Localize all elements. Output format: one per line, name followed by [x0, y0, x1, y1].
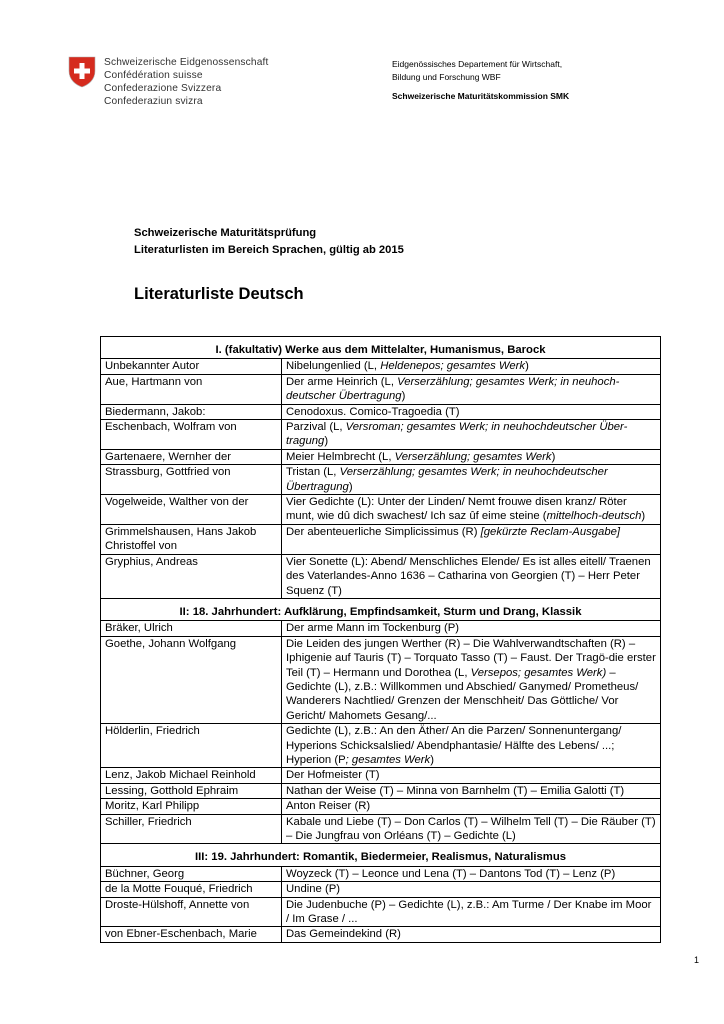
author-cell: Lenz, Jakob Michael Reinhold [101, 768, 282, 783]
author-cell: Vogelweide, Walther von der [101, 495, 282, 525]
table-row [101, 495, 661, 525]
table-row [101, 799, 661, 814]
work-text: Das Gemeindekind (R) [286, 928, 401, 941]
federation-name-fr: Confédération suisse [104, 70, 203, 81]
work-text: – Gedichte (L), z.B.: Willkommen und Abschied/ Ganymed/ Prometheus/ Wanderers Nachtlied/ Grenzen der Menschheit/ Das Göttliche/ Vor Gericht/ Mahomets Gesang/... [286, 666, 639, 722]
section-header-row [101, 337, 661, 359]
work-text: Woyzeck (T) – Leonce und Lena (T) – Dantons Tod (T) – Lenz (P) [286, 867, 616, 880]
table-row [101, 465, 661, 495]
author-cell: de la Motte Fouqué, Friedrich [101, 882, 282, 897]
work-text: Vier Sonette (L): Abend/ Menschliches Elende/ Es ist alles eitell/ Traenen des Vaterlandes-Anno 1636 – Catharina von Georgien (T) – Herr Peter Squenz (T) [286, 555, 651, 597]
work-annotation: Versroman; gesamtes Werk; in neuhochdeutscher Über-tragung [286, 421, 628, 448]
author-cell: Eschenbach, Wolfram von [101, 420, 282, 450]
literature-table [100, 336, 661, 943]
author-cell: Unbekannter Autor [101, 359, 282, 374]
department-line-2: Bildung und Forschung WBF [392, 71, 501, 82]
works-cell [282, 882, 661, 897]
work-text: Tristan (L, [286, 466, 340, 479]
works-cell [282, 449, 661, 464]
work-text: ) [324, 435, 329, 448]
work-text: Nibelungenlied (L, [286, 360, 381, 373]
author-cell: Bräker, Ulrich [101, 621, 282, 636]
author-cell: Biedermann, Jakob: [101, 404, 282, 419]
section-heading: I. (fakultativ) Werke aus dem Mittelalter, Humanismus, Barock [101, 337, 661, 359]
work-text: ) [348, 480, 353, 493]
table-row [101, 524, 661, 554]
document-subtitle [134, 225, 404, 258]
table-row [101, 783, 661, 798]
table-row [101, 866, 661, 881]
work-text: Undine (P) [286, 883, 340, 896]
work-annotation: [gekürzte Reclam-Ausgabe] [480, 525, 621, 538]
works-cell [282, 495, 661, 525]
work-annotation: Verserzählung; gesamtes Werk; in neuhoch-deutscher Übertragung [286, 375, 620, 403]
work-annotation: Verserzählung; gesamtes Werk; in neuhochdeutscher Übertragung [286, 466, 608, 493]
table-row [101, 359, 661, 374]
table-row [101, 621, 661, 636]
table-row [101, 554, 661, 598]
work-text: Meier Helmbrecht (L, [286, 450, 395, 463]
work-annotation: Versepos; gesamtes Werk) [470, 666, 607, 679]
work-text: ) [641, 510, 646, 523]
federation-name-it: Confederazione Svizzera [104, 83, 222, 94]
department-line-1: Eidgenössisches Departement für Wirtschaft, [392, 59, 563, 69]
federation-name-de: Schweizerische Eidgenossenschaft [104, 57, 269, 68]
work-text: Die Judenbuche (P) – Gedichte (L), z.B.: Am Turme / Der Knabe im Moor / Im Grase / ... [286, 898, 652, 926]
work-text: Der arme Heinrich (L, [286, 375, 398, 388]
swiss-crest-icon [68, 56, 96, 88]
table-row [101, 882, 661, 897]
works-cell [282, 799, 661, 814]
table-row [101, 404, 661, 419]
works-cell [282, 374, 661, 404]
department-block [392, 58, 569, 103]
work-text: Gedichte (L), z.B.: An den Äther/ An die Parzen/ Sonnenuntergang/ Hyperions Schicksalslied/ Abendphantasie/ Hälfte des Lebens/ ...; Hyperion (P [286, 725, 622, 766]
work-text: Der abenteuerliche Simplicissimus (R) [286, 525, 481, 538]
work-text: Anton Reiser (R) [286, 800, 371, 813]
works-cell [282, 724, 661, 768]
work-text: ) [525, 360, 529, 373]
federation-names [104, 56, 269, 108]
works-cell [282, 621, 661, 636]
table-row [101, 449, 661, 464]
work-text: Nathan der Weise (T) – Minna von Barnhelm (T) – Emilia Galotti (T) [286, 784, 625, 797]
table-row [101, 636, 661, 723]
author-cell: Strassburg, Gottfried von [101, 465, 282, 495]
table-row [101, 724, 661, 768]
works-cell [282, 465, 661, 495]
works-cell [282, 554, 661, 598]
author-cell: Grimmelshausen, Hans Jakob Christoffel von [101, 524, 282, 554]
author-cell: Aue, Hartmann von [101, 374, 282, 404]
work-text: Vier Gedichte (L): Unter der Linden/ Nemt frouwe disen kranz/ Röter munt, wie dû dich swachest/ Ich saz ûf eime steine ( [286, 496, 627, 523]
page-title: Literaturliste Deutsch [134, 285, 304, 303]
author-cell: Gartenaere, Wernher der [101, 449, 282, 464]
work-text: ) [401, 390, 406, 403]
author-cell: Hölderlin, Friedrich [101, 724, 282, 768]
subtitle-line-2: Literaturlisten im Bereich Sprachen, gültig ab 2015 [134, 243, 404, 256]
work-text: ) [430, 753, 434, 766]
author-cell: von Ebner-Eschenbach, Marie [101, 927, 282, 942]
work-annotation: mittelhoch-deutsch [546, 510, 642, 523]
page-number: 1 [694, 955, 700, 965]
table-row [101, 897, 661, 927]
work-annotation: Verserzählung; gesamtes Werk [394, 450, 552, 463]
works-cell [282, 524, 661, 554]
works-cell [282, 636, 661, 723]
work-text: Die Leiden des jungen Werther (R) – Die Wahlverwandtschaften (R) – Iphigenie auf Tauris (T) – Torquato Tasso (T) – Faust. Der Tragö-die erster Teil (T) – Hermann und Dorothea (L, [286, 637, 656, 679]
works-cell [282, 897, 661, 927]
works-cell [282, 768, 661, 783]
table-row [101, 927, 661, 942]
work-text: Parzival (L, [286, 421, 346, 434]
author-cell: Schiller, Friedrich [101, 814, 282, 844]
works-cell [282, 420, 661, 450]
author-cell: Lessing, Gotthold Ephraim [101, 783, 282, 798]
works-cell [282, 927, 661, 942]
author-cell: Gryphius, Andreas [101, 554, 282, 598]
work-annotation: Heldenepos; gesamtes Werk [380, 360, 526, 373]
author-cell: Goethe, Johann Wolfgang [101, 636, 282, 723]
works-cell [282, 866, 661, 881]
author-cell: Büchner, Georg [101, 866, 282, 881]
subtitle-line-1: Schweizerische Maturitätsprüfung [134, 227, 317, 239]
work-text: ) [551, 450, 556, 463]
work-text: Der arme Mann im Tockenburg (P) [286, 622, 460, 635]
works-cell [282, 814, 661, 844]
table-row [101, 814, 661, 844]
table-row [101, 768, 661, 783]
work-text: Cenodoxus. Comico-Tragoedia (T) [286, 405, 460, 418]
author-cell: Droste-Hülshoff, Annette von [101, 897, 282, 927]
section-header-row [101, 598, 661, 620]
works-cell [282, 404, 661, 419]
works-cell [282, 359, 661, 374]
author-cell: Moritz, Karl Philipp [101, 799, 282, 814]
work-text: Der Hofmeister (T) [286, 769, 380, 782]
works-cell [282, 783, 661, 798]
commission-name: Schweizerische Maturitätskommission SMK [392, 91, 570, 101]
federation-name-rm: Confederaziun svizra [104, 96, 203, 107]
section-header-row [101, 844, 661, 866]
work-text: Kabale und Liebe (T) – Don Carlos (T) – Wilhelm Tell (T) – Die Räuber (T) – Die Jungfrau von Orléans (T) – Gedichte (L) [286, 815, 656, 842]
work-annotation: ; gesamtes Werk [345, 753, 431, 766]
table-row [101, 374, 661, 404]
section-heading: III: 19. Jahrhundert: Romantik, Biedermeier, Realismus, Naturalismus [101, 844, 661, 866]
table-row [101, 420, 661, 450]
section-heading: II: 18. Jahrhundert: Aufklärung, Empfindsamkeit, Sturm und Drang, Klassik [101, 598, 661, 620]
